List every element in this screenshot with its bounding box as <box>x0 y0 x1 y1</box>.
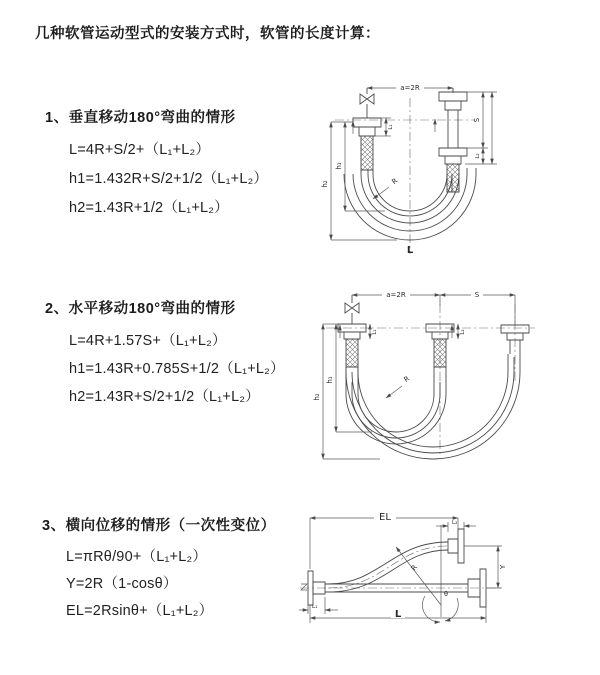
radius-callout <box>373 177 399 199</box>
flow-arrows <box>353 119 435 134</box>
formula-line: Y=2R（1-cosθ） <box>66 576 178 592</box>
dimension-s <box>465 92 497 164</box>
section-3-heading: 3、横向位移的情形（一次性变位） <box>42 518 276 534</box>
dim-label-l1: L₁ <box>388 124 394 130</box>
dimension-h1 <box>335 122 385 211</box>
dim-label-l1: L₁ <box>312 604 318 610</box>
page-title: 几种软管运动型式的安装方式时，软管的长度计算： <box>35 26 380 42</box>
dim-label-l2: L₂ <box>475 153 481 159</box>
pipe-break-mark <box>301 584 307 590</box>
formula-line: L=πRθ/90+（L₁+L₂） <box>66 549 208 565</box>
centerlines <box>326 304 535 454</box>
left-pipe <box>353 118 381 170</box>
hose-u-bend-position1 <box>346 367 446 444</box>
displaced-hose <box>328 542 448 592</box>
centerlines <box>300 584 503 590</box>
formula-line: EL=2Rsinθ+（L₁+L₂） <box>66 603 214 619</box>
dim-label-el: EL <box>379 512 391 523</box>
dim-label-l2: L₂ <box>460 329 466 335</box>
dimension-l2 <box>458 324 466 339</box>
dim-label-r: R <box>390 176 400 187</box>
dimension-el <box>310 509 458 569</box>
dimension-a2r <box>352 288 440 299</box>
dim-label-h2: h₂ <box>321 180 329 188</box>
braided-hose-section <box>346 339 358 367</box>
middle-pipe <box>426 324 454 367</box>
hose-u-bend-position2 <box>346 354 520 459</box>
dim-label-l1: L₁ <box>372 329 378 335</box>
upper-flange <box>448 529 464 563</box>
braided-hose-section <box>361 136 373 170</box>
dim-label-r: R <box>402 374 412 385</box>
section-lateral-displacement <box>42 514 276 625</box>
dim-label-r: R <box>409 563 420 573</box>
dimension-l-total <box>310 605 486 623</box>
dim-label-y: Y <box>499 564 507 570</box>
diagram-vertical-180-bend <box>315 72 595 257</box>
formula-line: h2=1.43R+1/2（L₁+L₂） <box>69 200 229 216</box>
dim-label-a2r: a=2R <box>386 291 406 299</box>
formula-line: L=4R+S/2+（L₁+L₂） <box>69 142 211 158</box>
formula-line: h1=1.432R+S/2+1/2（L₁+L₂） <box>69 171 269 187</box>
dim-label-s: S <box>474 291 480 299</box>
dimension-a2r <box>367 81 453 93</box>
dim-label-h1: h₁ <box>335 162 343 170</box>
braided-hose-section <box>434 339 446 367</box>
dim-label-s: S <box>473 117 481 123</box>
dim-label-l2: L₂ <box>452 520 458 526</box>
dim-label-theta: θ <box>444 590 448 598</box>
dimension-l1 <box>299 597 338 614</box>
section-2-heading: 2、水平移动180°弯曲的情形 <box>45 301 236 317</box>
dimension-l2 <box>475 148 483 164</box>
left-pipe <box>338 324 366 367</box>
dim-label-a2r: a=2R <box>400 84 420 92</box>
dim-label-l: L <box>394 609 402 620</box>
dimension-l1 <box>370 324 378 339</box>
section-vertical-bend <box>45 106 268 223</box>
formula-line: h1=1.43R+0.785S+1/2（L₁+L₂） <box>69 361 285 377</box>
dim-label-l-total: L <box>406 245 414 256</box>
valve-icon <box>360 88 374 118</box>
dim-label-h1: h₁ <box>326 376 334 384</box>
dimension-y <box>464 546 507 588</box>
dimension-l2 <box>436 520 476 532</box>
right-pipe <box>439 88 467 192</box>
section-1-heading: 1、垂直移动180°弯曲的情形 <box>45 110 236 126</box>
flow-arrows <box>340 325 452 338</box>
construction-geometry <box>396 525 458 622</box>
formula-line: L=4R+1.57S+（L₁+L₂） <box>69 333 227 349</box>
radius-callout <box>386 375 411 398</box>
dimension-h2 <box>321 122 400 240</box>
formula-line: h2=1.43R+S/2+1/2（L₁+L₂） <box>69 389 260 405</box>
dim-label-h2: h₂ <box>313 393 321 401</box>
valve-icon <box>345 295 359 324</box>
diagram-lateral-displacement <box>298 505 598 650</box>
section-horizontal-bend <box>45 297 285 411</box>
diagram-horizontal-180-bend <box>310 282 595 467</box>
dimension-s <box>440 288 515 325</box>
